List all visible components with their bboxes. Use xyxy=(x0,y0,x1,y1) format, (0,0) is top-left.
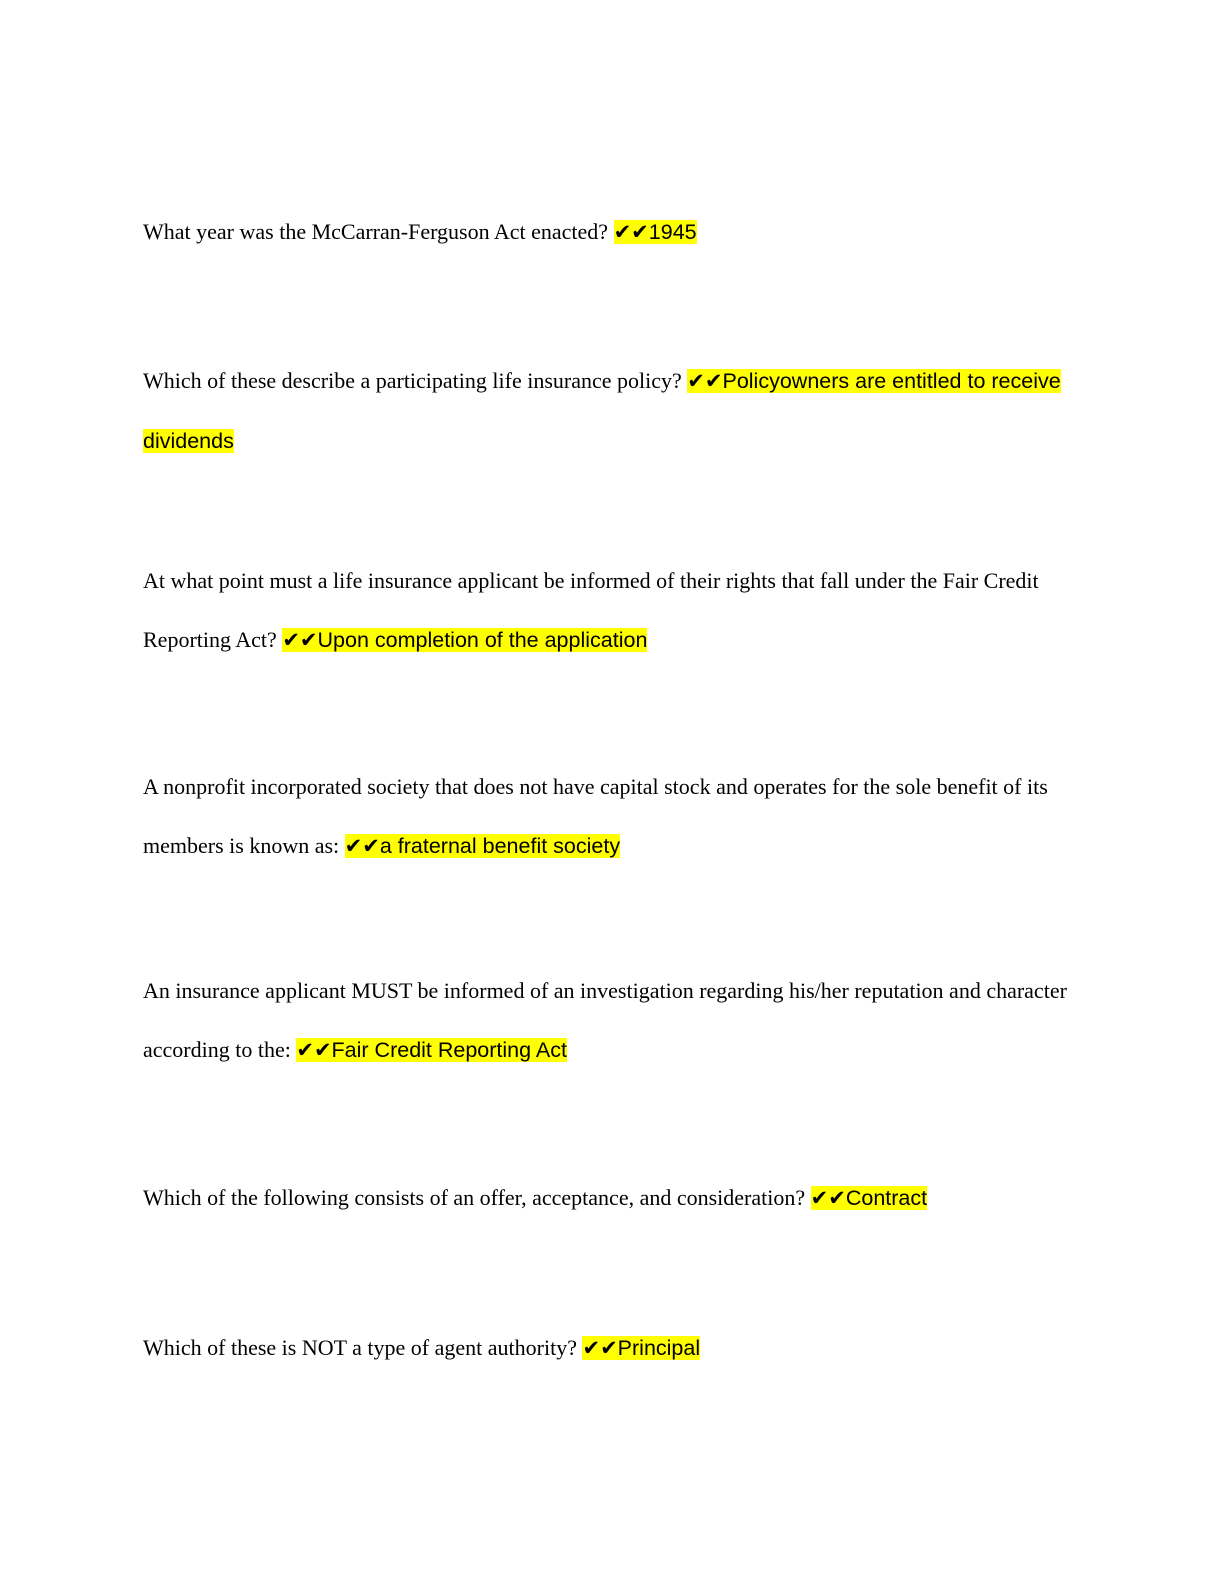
question-text: Which of these is NOT a type of agent authority? xyxy=(143,1335,583,1360)
double-check-icon: ✔✔ xyxy=(344,834,380,858)
question-text: Which of these describe a participating life insurance policy? xyxy=(143,368,688,393)
answer-highlight xyxy=(811,1186,927,1210)
double-check-icon: ✔✔ xyxy=(582,1336,618,1360)
answer-highlight xyxy=(296,1038,567,1062)
double-check-icon: ✔✔ xyxy=(613,220,649,244)
double-check-icon: ✔✔ xyxy=(687,369,723,393)
qa-item xyxy=(143,1168,1083,1228)
qa-item xyxy=(143,757,1083,876)
answer-text: Upon completion of the application xyxy=(317,628,648,652)
answer-text: Policyowners are entitled to receive dividends xyxy=(143,369,1061,453)
double-check-icon: ✔✔ xyxy=(282,628,318,652)
question-text: A nonprofit incorporated society that does not have capital stock and operates for the sole benefit of its members is known as: xyxy=(143,774,1048,858)
answer-text: Contract xyxy=(845,1186,928,1210)
answer-highlight xyxy=(582,1336,700,1360)
question-text: At what point must a life insurance applicant be informed of their rights that fall under the Fair Credit Reporting Act? xyxy=(143,568,1039,652)
question-text: Which of the following consists of an offer, acceptance, and consideration? xyxy=(143,1185,811,1210)
answer-highlight xyxy=(282,628,647,652)
answer-highlight xyxy=(345,834,620,858)
answer-text: Fair Credit Reporting Act xyxy=(331,1038,567,1062)
double-check-icon: ✔✔ xyxy=(810,1186,846,1210)
answer-highlight xyxy=(614,220,697,244)
answer-text: 1945 xyxy=(648,220,697,244)
answer-text: a fraternal benefit society xyxy=(379,834,621,858)
qa-item xyxy=(143,1318,1083,1378)
qa-item xyxy=(143,202,1083,262)
answer-text: Principal xyxy=(617,1336,701,1360)
question-text: An insurance applicant MUST be informed of an investigation regarding his/her reputation and character according to the: xyxy=(143,978,1067,1062)
qa-item xyxy=(143,551,1083,670)
qa-item xyxy=(143,961,1083,1080)
qa-item xyxy=(143,351,1083,471)
question-text: What year was the McCarran-Ferguson Act enacted? xyxy=(143,219,614,244)
double-check-icon: ✔✔ xyxy=(296,1038,332,1062)
